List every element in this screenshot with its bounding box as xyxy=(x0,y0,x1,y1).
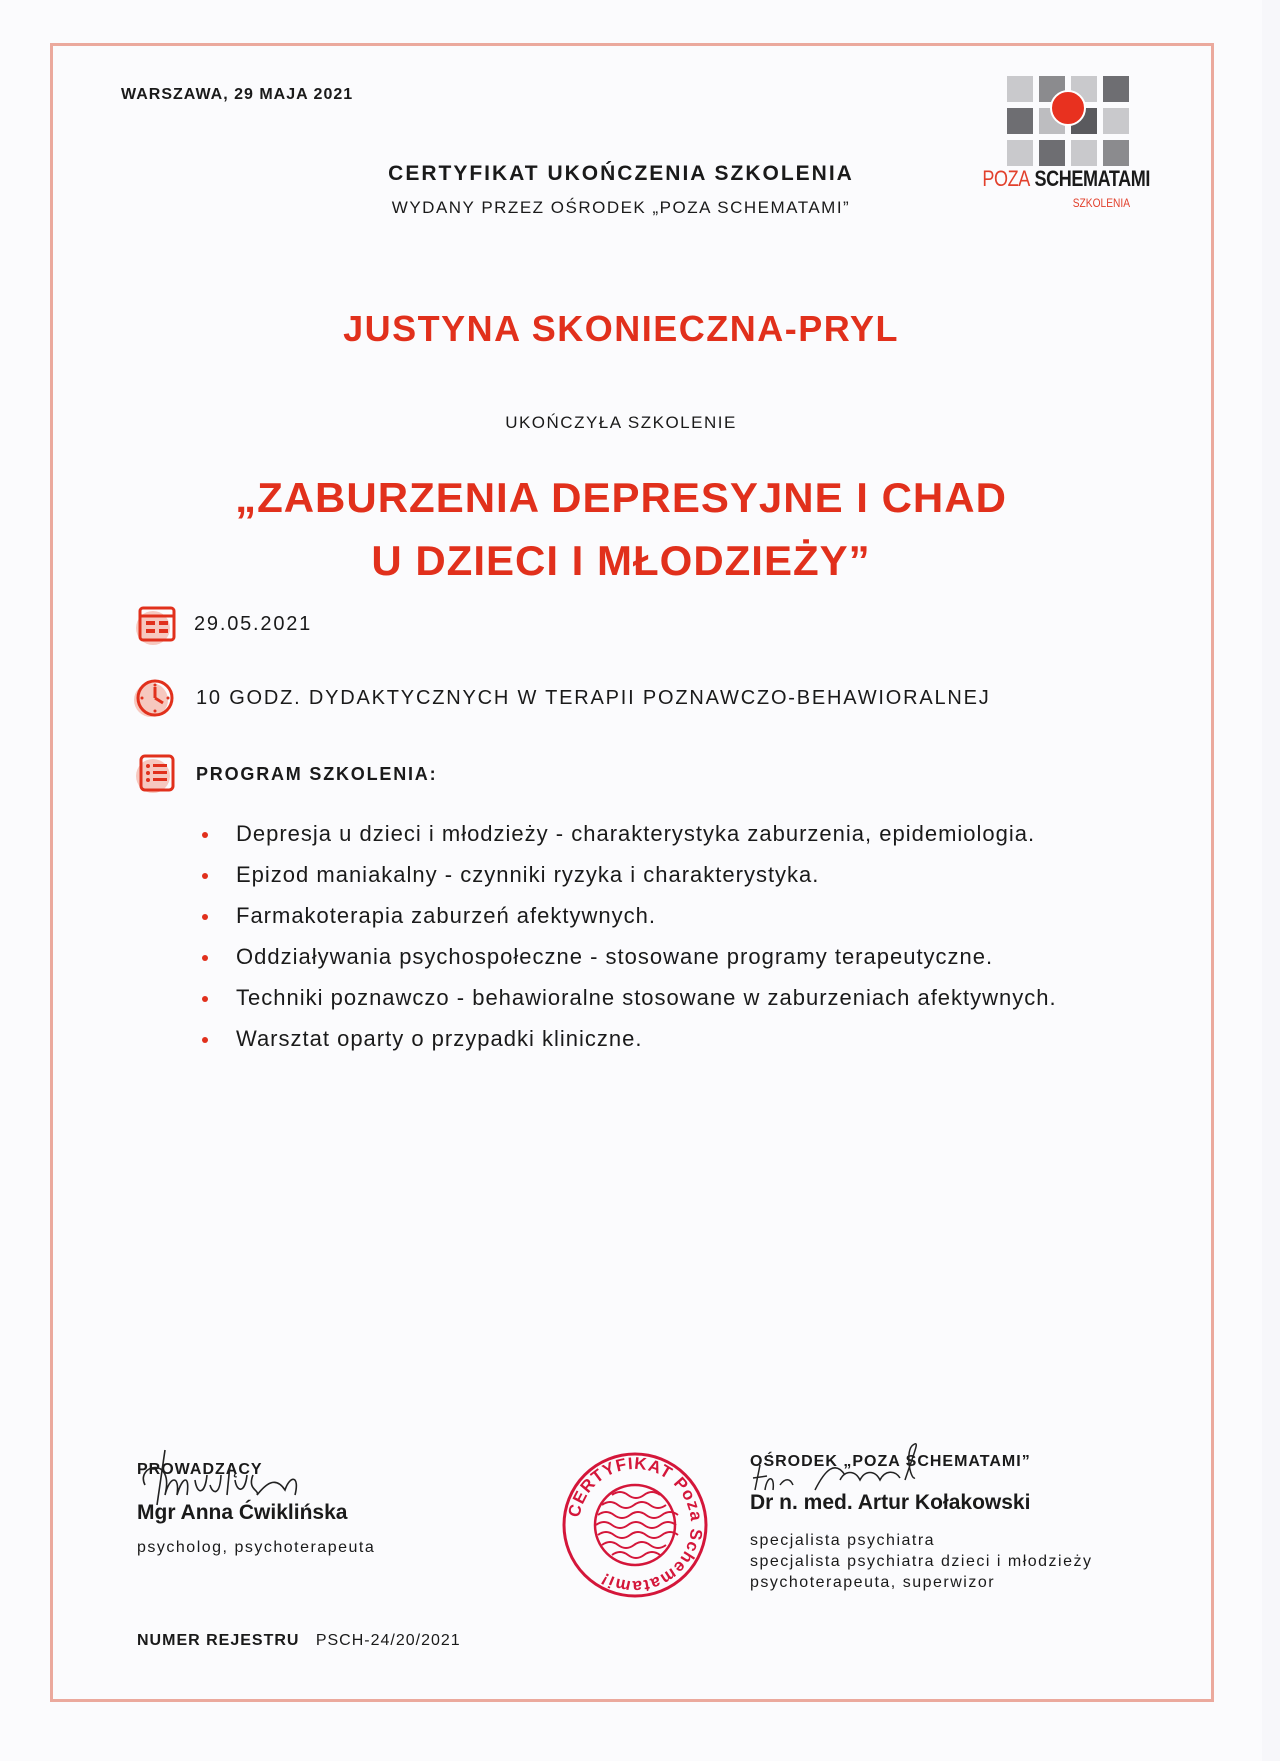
list-item: Techniki poznawczo - behawioralne stosowane w zaburzeniach afektywnych. xyxy=(202,977,1102,1018)
list-item: Epizod maniakalny - czynniki ryzyka i charakterystyka. xyxy=(202,854,1102,895)
course-hours: 10 GODZ. DYDAKTYCZNYCH W TERAPII POZNAWCZO-BEHAWIORALNEJ xyxy=(196,687,991,709)
certificate-title: CERTYFIKAT UKOŃCZENIA SZKOLENIA xyxy=(388,162,854,185)
certificate-stamp xyxy=(560,1450,710,1600)
certificate-subtitle: WYDANY PRZEZ OŚRODEK „POZA SCHEMATAMI” xyxy=(391,198,851,217)
list-item: Farmakoterapia zaburzeń afektywnych. xyxy=(202,895,1102,936)
svg-text:CERTYFIKAT Poza Schematami!: CERTYFIKAT Poza Schematami! xyxy=(564,1453,707,1597)
instructor-label: PROWADZĄCY xyxy=(137,1461,263,1478)
program-list xyxy=(202,813,1102,1059)
organization-label: OŚRODEK „POZA SCHEMATAMI” xyxy=(750,1453,1031,1470)
registry-label: NUMER REJESTRU xyxy=(137,1632,300,1649)
logo-wordmark: POZA SCHEMATAMI xyxy=(982,166,1150,191)
instructor-role: psycholog, psychoterapeuta xyxy=(137,1539,376,1556)
city-date: WARSZAWA, 29 MAJA 2021 xyxy=(121,86,354,103)
course-title-line-2: U DZIECI I MŁODZIEŻY” xyxy=(371,537,871,584)
logo-tagline: SZKOLENIA xyxy=(1072,196,1130,210)
list-icon xyxy=(135,752,179,796)
recipient-name: JUSTYNA SKONIECZNA-PRYL xyxy=(343,308,899,349)
logo-mark-icon xyxy=(1007,76,1131,166)
course-title-line-1: „ZABURZENIA DEPRESYJNE I CHAD xyxy=(235,474,1007,521)
instructor-name: Mgr Anna Ćwiklińska xyxy=(137,1501,348,1524)
course-date: 29.05.2021 xyxy=(194,613,313,635)
list-item: Depresja u dzieci i młodzieży - charakterystyka zaburzenia, epidemiologia. xyxy=(202,813,1102,854)
registry-value: PSCH-24/20/2021 xyxy=(315,1632,461,1649)
director-role: psychoterapeuta, superwizor xyxy=(750,1574,996,1591)
clock-icon xyxy=(133,676,177,720)
program-label: PROGRAM SZKOLENIA: xyxy=(196,764,438,784)
director-roles xyxy=(750,1530,1093,1593)
course-title xyxy=(0,466,1242,592)
completed-label: UKOŃCZYŁA SZKOLENIE xyxy=(505,413,737,432)
list-item: Warsztat oparty o przypadki kliniczne. xyxy=(202,1018,1102,1059)
registry-number xyxy=(137,1632,461,1650)
director-role: specjalista psychiatra dzieci i młodzieży xyxy=(750,1553,1093,1570)
director-role: specjalista psychiatra xyxy=(750,1532,936,1549)
list-item: Oddziaływania psychospołeczne - stosowane programy terapeutyczne. xyxy=(202,936,1102,977)
calendar-icon xyxy=(135,604,179,648)
director-name: Dr n. med. Artur Kołakowski xyxy=(750,1491,1031,1514)
